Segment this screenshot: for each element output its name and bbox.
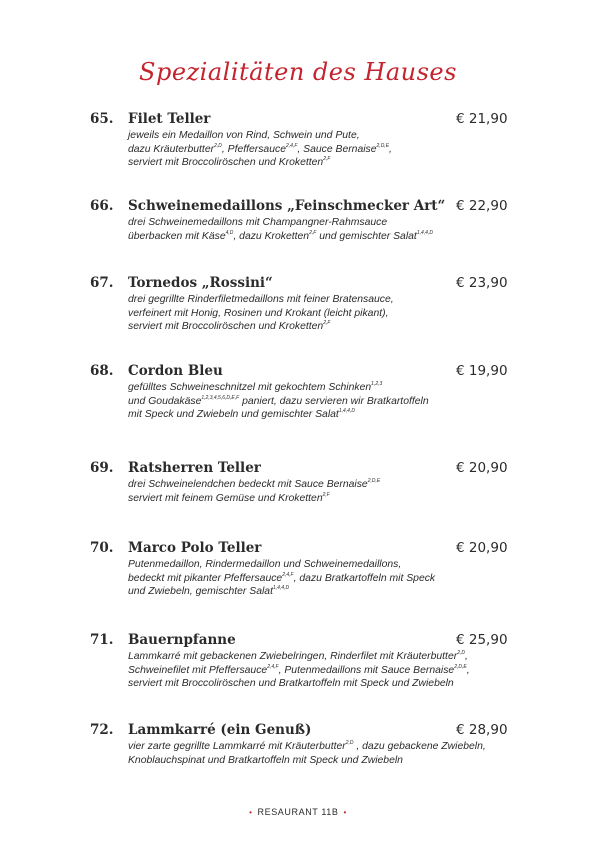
description-text: und Zwiebeln, gemischter Salat bbox=[128, 586, 273, 598]
description-text: , Putenmedaillons mit Sauce Bernaise bbox=[278, 664, 455, 676]
description-line bbox=[128, 307, 394, 321]
item-description bbox=[128, 650, 470, 691]
allergen-superscript: 2,F bbox=[322, 491, 330, 498]
footer-bullet-left: • bbox=[249, 808, 253, 817]
description-line bbox=[128, 740, 486, 754]
description-line bbox=[128, 320, 394, 334]
item-number: 66. bbox=[90, 198, 114, 214]
allergen-superscript: 1,2,3,4,5,6,D,E,F bbox=[201, 394, 240, 401]
description-text: verfeinert mit Honig, Rosinen und Krokant (leicht pikant), bbox=[128, 307, 389, 319]
item-name: Tornedos „Rossini“ bbox=[128, 275, 273, 291]
allergen-superscript: 4,D bbox=[225, 229, 234, 236]
description-text: serviert mit Broccoliröschen und Bratkartoffeln mit Speck und Zwiebeln bbox=[128, 678, 454, 690]
description-text: dazu Kräuterbutter bbox=[128, 143, 215, 155]
item-price: € 23,90 bbox=[456, 275, 508, 291]
item-number: 72. bbox=[90, 722, 114, 738]
item-name: Cordon Bleu bbox=[128, 363, 223, 379]
item-name: Marco Polo Teller bbox=[128, 540, 262, 556]
description-line bbox=[128, 381, 429, 395]
description-line bbox=[128, 558, 435, 572]
page-title: Spezialitäten des Hauses bbox=[139, 58, 457, 86]
description-line bbox=[128, 650, 470, 664]
item-name: Schweinemedaillons „Feinschmecker Art“ bbox=[128, 198, 446, 214]
description-text: gefülltes Schweineschnitzel mit gekochtem Schinken bbox=[128, 382, 372, 393]
description-line bbox=[128, 664, 470, 678]
footer bbox=[0, 807, 596, 817]
footer-bullet-right: • bbox=[343, 808, 347, 817]
item-description bbox=[128, 381, 429, 422]
allergen-superscript: 2,4,F bbox=[285, 142, 298, 149]
item-description bbox=[128, 478, 380, 505]
allergen-superscript: 2,D bbox=[457, 650, 465, 656]
allergen-superscript: 2,F bbox=[323, 320, 331, 327]
description-line bbox=[128, 492, 380, 506]
allergen-superscript: 1,4,4,D bbox=[416, 229, 433, 236]
description-text: Schweinefilet mit Pfeffersauce bbox=[128, 664, 268, 676]
allergen-superscript: 2,4,F bbox=[282, 571, 294, 578]
item-name: Filet Teller bbox=[128, 111, 211, 127]
allergen-superscript: 1,4,4,D bbox=[338, 408, 355, 415]
description-text: , bbox=[389, 143, 392, 155]
description-line bbox=[128, 754, 486, 768]
description-line bbox=[128, 230, 433, 244]
item-description bbox=[128, 558, 435, 599]
description-line bbox=[128, 129, 392, 143]
description-text: Putenmedaillon, Rindermedaillon und Schweinemedaillons, bbox=[128, 559, 402, 570]
description-text: jeweils ein Medaillon von Rind, Schwein und Pute, bbox=[128, 130, 360, 141]
item-number: 71. bbox=[90, 632, 114, 648]
description-text: , dazu gebackene Zwiebeln, bbox=[353, 741, 486, 752]
item-number: 70. bbox=[90, 540, 114, 556]
description-line bbox=[128, 572, 435, 586]
item-number: 65. bbox=[90, 111, 114, 127]
description-text: Knoblauchspinat und Bratkartoffeln mit Speck und Zwiebeln bbox=[128, 754, 403, 766]
allergen-superscript: 2,D bbox=[214, 142, 222, 149]
item-description bbox=[128, 740, 486, 767]
description-text: , Sauce Bernaise bbox=[297, 143, 377, 155]
allergen-superscript: 2,D,E bbox=[367, 478, 381, 484]
description-text: Lammkarré mit gebackenen Zwiebelringen, Rinderfilet mit Kräuterbutter bbox=[128, 651, 458, 662]
description-text: , dazu Bratkartoffeln mit Speck bbox=[293, 572, 436, 584]
item-price: € 22,90 bbox=[456, 198, 508, 214]
allergen-superscript: 2,F bbox=[323, 156, 331, 163]
description-text: überbacken mit Käse bbox=[128, 230, 226, 242]
allergen-superscript: 2,F bbox=[309, 229, 317, 236]
allergen-superscript: 2,D,E bbox=[376, 142, 390, 149]
description-line bbox=[128, 216, 433, 230]
allergen-superscript: 1,4,4,D bbox=[272, 585, 290, 592]
item-description bbox=[128, 293, 394, 334]
description-text: serviert mit feinem Gemüse und Kroketten bbox=[128, 492, 323, 504]
description-line bbox=[128, 143, 392, 157]
item-name: Lammkarré (ein Genuß) bbox=[128, 722, 312, 738]
allergen-superscript: 2,4,F bbox=[267, 663, 279, 670]
item-name: Ratsherren Teller bbox=[128, 460, 261, 476]
description-line bbox=[128, 156, 392, 170]
description-text: serviert mit Broccoliröschen und Kroketten bbox=[128, 321, 324, 333]
description-line bbox=[128, 677, 470, 691]
description-text: und gemischter Salat bbox=[316, 230, 417, 242]
description-text: und Goudakäse bbox=[128, 395, 202, 407]
description-text: serviert mit Broccoliröschen und Kroketten bbox=[128, 157, 324, 169]
description-text: , dazu Kroketten bbox=[233, 230, 310, 242]
item-description bbox=[128, 216, 433, 243]
description-line bbox=[128, 293, 394, 307]
item-price: € 25,90 bbox=[456, 632, 508, 648]
item-number: 68. bbox=[90, 363, 114, 379]
item-number: 69. bbox=[90, 460, 114, 476]
allergen-superscript: 2,D,E bbox=[454, 663, 467, 670]
description-text: bedeckt mit pikanter Pfeffersauce bbox=[128, 572, 283, 584]
description-text: drei Schweinemedaillons mit Champangner-Rahmsauce bbox=[128, 217, 388, 228]
description-text: , bbox=[466, 664, 470, 676]
description-line bbox=[128, 585, 435, 599]
description-text: mit Speck und Zwiebeln und gemischter Salat bbox=[128, 409, 339, 421]
footer-text: RESAURANT 11B bbox=[257, 807, 339, 817]
description-text: vier zarte gegrillte Lammkarré mit Kräuterbutter bbox=[128, 741, 346, 752]
item-number: 67. bbox=[90, 275, 114, 291]
item-description bbox=[128, 129, 392, 170]
description-line bbox=[128, 408, 429, 422]
item-name: Bauernpfanne bbox=[128, 632, 236, 648]
allergen-superscript: 2,D bbox=[345, 740, 354, 746]
item-price: € 21,90 bbox=[456, 111, 508, 127]
description-text: , Pfeffersauce bbox=[221, 143, 286, 155]
allergen-superscript: 1,2,3 bbox=[371, 381, 383, 387]
description-line bbox=[128, 395, 429, 409]
description-text: , bbox=[464, 651, 468, 662]
description-text: drei gegrillte Rinderfiletmedaillons mit feiner Bratensauce, bbox=[128, 294, 394, 305]
item-price: € 20,90 bbox=[456, 460, 508, 476]
item-price: € 28,90 bbox=[456, 722, 508, 738]
item-price: € 19,90 bbox=[456, 363, 508, 379]
item-price: € 20,90 bbox=[456, 540, 508, 556]
description-line bbox=[128, 478, 380, 492]
description-text: drei Schweinelendchen bedeckt mit Sauce Bernaise bbox=[128, 479, 368, 490]
description-text: paniert, dazu servieren wir Bratkartoffeln bbox=[239, 395, 429, 407]
